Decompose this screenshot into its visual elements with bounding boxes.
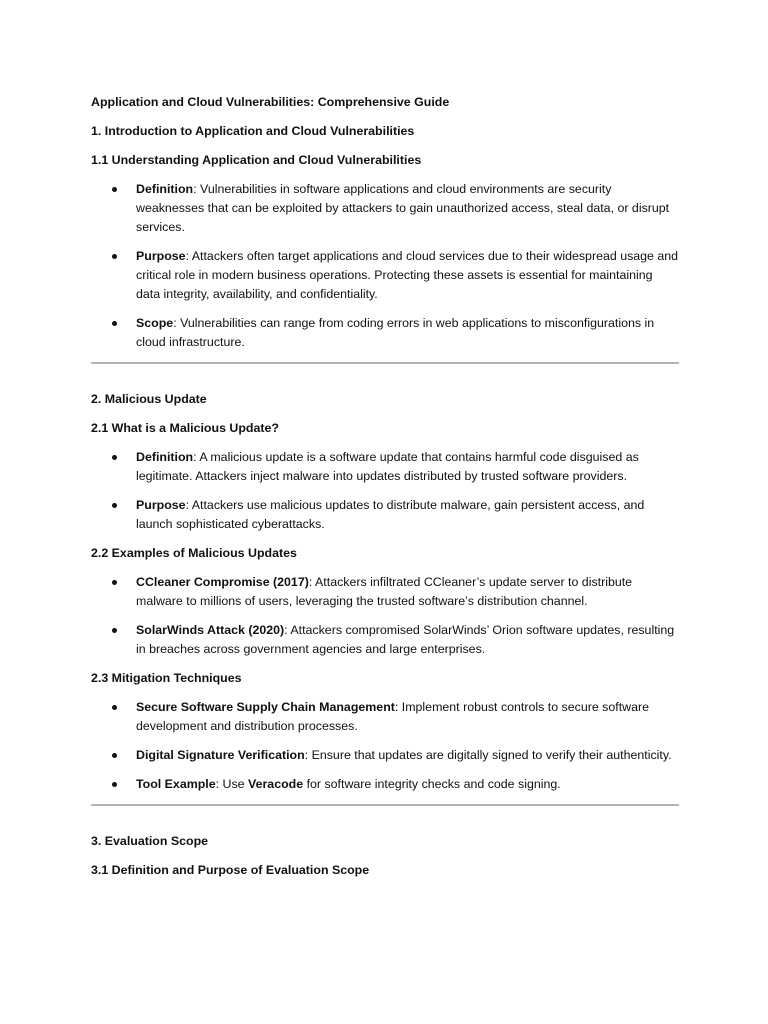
bullet-term: Purpose bbox=[136, 249, 186, 263]
bullet-list bbox=[91, 698, 679, 794]
bullet-icon bbox=[112, 455, 117, 460]
bullet-text: : Use bbox=[215, 777, 249, 791]
bullet-term: Secure Software Supply Chain Management bbox=[136, 700, 395, 714]
document-content bbox=[91, 93, 679, 890]
bullet-term: Tool Example bbox=[136, 777, 216, 791]
subsection-heading: 2.1 What is a Malicious Update? bbox=[91, 421, 279, 435]
bullet-term-tool: Veracode bbox=[248, 777, 304, 791]
section-heading: 1. Introduction to Application and Cloud Vulnerabilities bbox=[91, 124, 415, 138]
bullet-term: Digital Signature Verification bbox=[136, 748, 305, 762]
bullet-text: : Implement robust controls to secure software development and distribution processes. bbox=[136, 700, 650, 733]
bullet-icon bbox=[112, 321, 117, 326]
bullet-text: : Vulnerabilities in software applications and cloud environments are security weaknesses that can be exploited by attackers to gain unauthorized access, steal data, or disrupt services. bbox=[136, 182, 670, 234]
section-heading: 2. Malicious Update bbox=[91, 392, 207, 406]
bullet-icon bbox=[112, 503, 117, 508]
list-item bbox=[91, 746, 679, 765]
list-item bbox=[91, 314, 679, 352]
bullet-term: Scope bbox=[136, 316, 174, 330]
bullet-term: Definition bbox=[136, 182, 194, 196]
bullet-text: : Attackers compromised SolarWinds’ Orion software updates, resulting in breaches across government agencies and large enterprises. bbox=[136, 623, 675, 656]
subsection-heading: 2.2 Examples of Malicious Updates bbox=[91, 546, 297, 560]
bullet-term: SolarWinds Attack (2020) bbox=[136, 623, 285, 637]
bullet-icon bbox=[112, 753, 117, 758]
bullet-term: Definition bbox=[136, 450, 194, 464]
bullet-text-tail: for software integrity checks and code signing. bbox=[303, 777, 561, 791]
document-title: Application and Cloud Vulnerabilities: Comprehensive Guide bbox=[91, 95, 450, 109]
bullet-icon bbox=[112, 580, 117, 585]
bullet-text: : Attackers often target applications and cloud services due to their widespread usage and critical role in modern business operations. Protecting these assets is essential for maintaining data integrity, availability, and confidentiality. bbox=[136, 249, 679, 301]
subsection-heading: 3.1 Definition and Purpose of Evaluation Scope bbox=[91, 863, 370, 877]
section-heading: 3. Evaluation Scope bbox=[91, 834, 209, 848]
bullet-icon bbox=[112, 782, 117, 787]
bullet-text: : Attackers use malicious updates to distribute malware, gain persistent access, and launch sophisticated cyberattacks. bbox=[136, 498, 645, 531]
list-item bbox=[91, 621, 679, 659]
bullet-text: : Vulnerabilities can range from coding errors in web applications to misconfigurations in cloud infrastructure. bbox=[136, 316, 655, 349]
bullet-list bbox=[91, 180, 679, 352]
bullet-text: : Ensure that updates are digitally signed to verify their authenticity. bbox=[304, 748, 672, 762]
bullet-icon bbox=[112, 628, 117, 633]
list-item bbox=[91, 448, 679, 486]
subsection-heading: 1.1 Understanding Application and Cloud Vulnerabilities bbox=[91, 153, 422, 167]
list-item bbox=[91, 180, 679, 237]
list-item bbox=[91, 698, 679, 736]
bullet-text: : Attackers infiltrated CCleaner’s update server to distribute malware to millions of users, leveraging the trusted software’s distribution channel. bbox=[136, 575, 633, 608]
bullet-term: CCleaner Compromise (2017) bbox=[136, 575, 309, 589]
bullet-icon bbox=[112, 254, 117, 259]
bullet-term: Purpose bbox=[136, 498, 186, 512]
bullet-list bbox=[91, 448, 679, 534]
bullet-icon bbox=[112, 187, 117, 192]
bullet-list bbox=[91, 573, 679, 659]
list-item bbox=[91, 496, 679, 534]
list-item bbox=[91, 573, 679, 611]
bullet-text: : A malicious update is a software update that contains harmful code disguised as legitimate. Attackers inject malware into updates distributed by trusted software providers. bbox=[136, 450, 639, 483]
list-item bbox=[91, 247, 679, 304]
bullet-icon bbox=[112, 705, 117, 710]
subsection-heading: 2.3 Mitigation Techniques bbox=[91, 671, 242, 685]
list-item bbox=[91, 775, 679, 794]
